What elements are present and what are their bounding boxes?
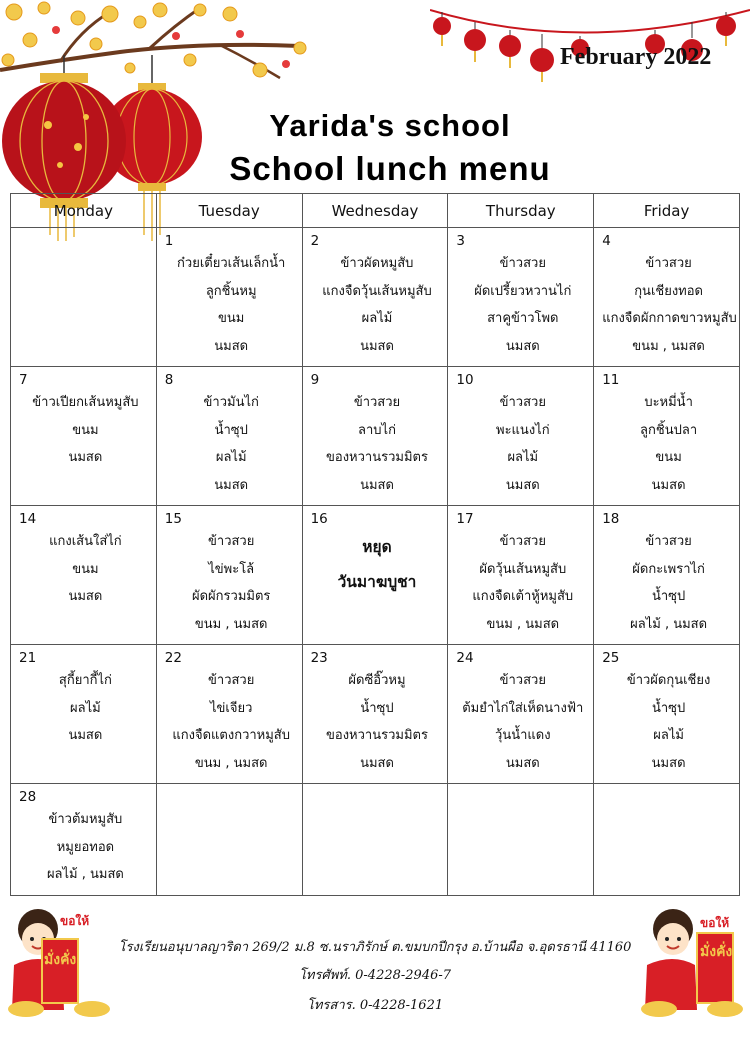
menu-item: ผลไม้ [507, 450, 539, 465]
day-number [311, 788, 444, 806]
day-cell [11, 367, 157, 506]
sticker-left-bottom-text: มั่งคั่ง [44, 952, 77, 968]
day-cell [11, 228, 157, 367]
menu-item: ไข่พะโล้ [208, 561, 255, 577]
day-cell [302, 506, 448, 645]
day-number: 21 [19, 650, 37, 666]
day-number [19, 232, 152, 250]
menu-item: ขนม , นมสด [194, 755, 268, 771]
day-number: 15 [164, 511, 182, 527]
menu-item: ลาบไก่ [358, 422, 396, 438]
sticker-right-top-text: ขอให้ [700, 916, 730, 930]
menu-item: ข้าวสวย [499, 256, 546, 271]
menu-item: ข้าวสวย [208, 534, 255, 549]
menu-item: ขนม [72, 422, 99, 438]
menu-item: ผลไม้ , นมสด [46, 867, 124, 882]
menu-item: ขนม , นมสด [486, 616, 560, 632]
week-row [11, 784, 740, 896]
day-cell [594, 645, 740, 784]
menu-item: ก๋วยเตี๋ยวเส้นเล็กน้ำ [177, 256, 286, 271]
day-number: 7 [19, 372, 28, 388]
menu-item: ไข่เจียว [209, 700, 253, 716]
menu-item: ผลไม้ [361, 311, 393, 326]
day-number: 17 [456, 511, 474, 527]
menu-item: ข้าวต้มหมูสับ [48, 812, 123, 827]
day-cell [594, 784, 740, 896]
day-cell [156, 784, 302, 896]
day-number: 11 [602, 372, 620, 388]
menu-item: ขนม , นมสด [632, 338, 705, 354]
day-number: 22 [164, 650, 182, 666]
day-cell [448, 367, 594, 506]
weekday-header: Monday [11, 194, 157, 228]
day-number: 3 [456, 233, 465, 249]
sticker-right-bottom-text: มั่งคั่ง [700, 944, 733, 960]
school-name: Yarida's school [269, 108, 511, 143]
day-number: 24 [456, 650, 474, 666]
menu-item: แกงจืดแตงกวาหมูสับ [172, 728, 290, 743]
day-cell [156, 228, 302, 367]
weekday-header-row [11, 194, 740, 228]
menu-item: ผลไม้ , นมสด [630, 616, 708, 632]
day-cell [11, 784, 157, 896]
menu-item: ข้าวสวย [499, 534, 546, 549]
menu-item: แกงจืดเต้าหู้หมูสับ [472, 589, 574, 604]
day-number: 25 [602, 650, 620, 666]
menu-item: นมสด [214, 338, 249, 354]
week-row [11, 228, 740, 367]
menu-title: School lunch menu [229, 150, 551, 187]
month-label: February 2022 [560, 44, 712, 70]
day-number: 14 [19, 511, 37, 527]
day-number: 1 [164, 233, 174, 249]
day-number [456, 788, 589, 806]
day-cell [156, 506, 302, 645]
menu-item: นมสด [651, 477, 686, 493]
menu-item: นมสด [214, 477, 249, 493]
weekday-header: Tuesday [156, 194, 302, 228]
menu-item: หมูยอทอด [56, 839, 115, 855]
menu-item: ข้าวเปียกเส้นหมูสับ [32, 395, 139, 410]
menu-item: นมสด [360, 755, 394, 771]
menu-item: ขนม [655, 450, 682, 465]
week-row [11, 367, 740, 506]
day-number: 10 [456, 372, 474, 388]
menu-item: ผัดผักรวมมิตร [191, 589, 271, 604]
footer-address: โรงเรียนอนุบาลญาริดา 269/2 ม.8 ซ.นราภิรักษ์ ต.ขมบกปีกรุง อ.บ้านผือ จ.อุดรธานี 41160 [118, 940, 632, 955]
footer-phone: โทรศัพท์. 0-4228-2946-7 [298, 968, 452, 983]
menu-item: ข้าวสวย [499, 673, 546, 688]
menu-item: ผัดเปรี้ยวหวานไก่ [474, 283, 572, 299]
day-number: 9 [310, 372, 320, 388]
lunch-menu-table [10, 193, 740, 896]
menu-item: ผัดวุ้นเส้นหมูสับ [479, 561, 567, 577]
day-number: 8 [164, 372, 174, 388]
menu-item: นมสด [651, 755, 686, 771]
day-number: 2 [310, 233, 320, 249]
lantern-string-illustration [430, 0, 750, 85]
menu-item: น้ำซุป [214, 422, 248, 438]
menu-item: ขนม , นมสด [194, 616, 268, 632]
menu-item: นมสด [68, 728, 103, 743]
day-number: 16 [310, 511, 328, 527]
menu-body [11, 228, 740, 896]
day-cell [448, 228, 594, 367]
day-number [602, 788, 735, 806]
menu-item: นมสด [360, 477, 394, 493]
day-cell [302, 784, 448, 896]
menu-item: ผลไม้ [215, 450, 247, 465]
day-cell [448, 645, 594, 784]
menu-item: น้ำซุป [360, 700, 394, 716]
sticker-left-top-text: ขอให้ [60, 914, 90, 928]
day-cell [594, 506, 740, 645]
menu-item: ข้าวสวย [645, 256, 692, 271]
day-number: 4 [602, 233, 611, 249]
menu-item: นมสด [68, 450, 103, 465]
menu-item: ข้าวผัดกุนเชียง [626, 673, 711, 688]
day-number [165, 788, 298, 806]
menu-item: ขนม [72, 561, 99, 577]
menu-item: วุ้นน้ำแดง [495, 728, 551, 743]
menu-item: กุนเชียงทอด [634, 283, 703, 299]
day-cell [156, 367, 302, 506]
menu-item: ข้าวสวย [208, 673, 255, 688]
menu-item: ขนม [218, 311, 245, 326]
day-cell [594, 228, 740, 367]
menu-item: ข้าวสวย [645, 534, 692, 549]
menu-item: สาคูข้าวโพด [487, 311, 559, 326]
day-cell [11, 645, 157, 784]
menu-item: น้ำซุป [651, 589, 686, 604]
menu-item: ผลไม้ [653, 728, 684, 743]
menu-item: แกงเส้นใส่ไก่ [49, 534, 122, 549]
menu-item: บะหมี่น้ำ [644, 395, 693, 410]
day-cell [156, 645, 302, 784]
day-number: 23 [310, 650, 328, 666]
weekday-header: Wednesday [302, 194, 448, 228]
menu-item: นมสด [505, 477, 540, 493]
day-cell [302, 645, 448, 784]
menu-item: ข้าวผัดหมูสับ [340, 256, 414, 271]
menu-item: แกงจืดวุ้นเส้นหมูสับ [322, 283, 432, 299]
menu-item: นมสด [505, 755, 540, 771]
day-cell [302, 367, 448, 506]
day-cell [302, 228, 448, 367]
menu-item: ต้มยำไก่ใส่เห็ดนางฟ้า [462, 700, 584, 716]
menu-item: นมสด [360, 338, 394, 354]
weekday-header: Thursday [448, 194, 594, 228]
holiday-label: หยุด [362, 538, 392, 556]
menu-item: ลูกชิ้นปลา [640, 422, 698, 438]
menu-item: พะแนงไก่ [496, 422, 550, 438]
menu-item: นมสด [505, 338, 540, 354]
week-row [11, 506, 740, 645]
day-number: 28 [19, 789, 37, 805]
day-cell [448, 506, 594, 645]
menu-item: น้ำซุป [651, 700, 686, 716]
menu-item: ลูกชิ้นหมู [205, 283, 257, 299]
weekday-header: Friday [594, 194, 740, 228]
day-cell [11, 506, 157, 645]
menu-item: นมสด [68, 589, 103, 604]
holiday-label: วันมาฆบูชา [337, 573, 417, 591]
menu-item: สุกี้ยากี้ไก่ [58, 673, 112, 688]
menu-item: ผัดซีอิ๊วหมู [348, 673, 406, 688]
menu-item: แกงจืดผักกาดขาวหมูสับ [602, 311, 737, 326]
footer-fax: โทรสาร. 0-4228-1621 [306, 998, 444, 1013]
day-cell [448, 784, 594, 896]
menu-item: ข้าวมันไก่ [203, 395, 259, 410]
menu-item: ข้าวสวย [353, 395, 401, 410]
week-row [11, 645, 740, 784]
menu-item: ของหวานรวมมิตร [326, 450, 428, 465]
day-number: 18 [602, 511, 620, 527]
menu-item: ผลไม้ [70, 700, 101, 716]
menu-item: ข้าวสวย [499, 395, 546, 410]
day-cell [594, 367, 740, 506]
menu-item: ของหวานรวมมิตร [326, 728, 428, 743]
menu-item: ผัดกะเพราไก่ [632, 561, 705, 577]
